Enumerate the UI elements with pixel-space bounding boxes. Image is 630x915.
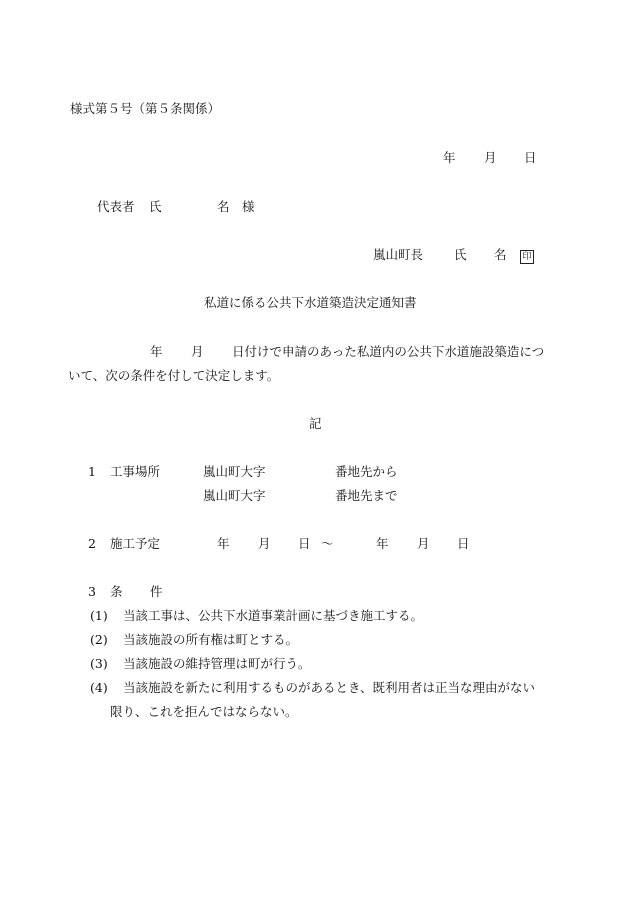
item2-end-day: 日 — [457, 536, 470, 551]
condition-3-number: (3) — [90, 656, 108, 671]
item2-number: 2 — [88, 536, 96, 551]
item1-to-town: 嵐山町大字 — [203, 488, 266, 503]
addressee-mei: 名 — [217, 199, 230, 214]
item2-end-year: 年 — [376, 536, 389, 551]
item2-start-year: 年 — [217, 536, 230, 551]
issuer-title: 嵐山町長 — [373, 247, 424, 262]
body-line1: 日付けで申請のあった私道内の公共下水道施設築造につ — [232, 344, 545, 359]
body-year-label: 年 — [150, 344, 163, 359]
body-line2: いて、次の条件を付して決定します。 — [68, 368, 280, 383]
ki-heading: 記 — [309, 416, 322, 431]
item2-start-day: 日 — [298, 536, 311, 551]
date-day-label: 日 — [524, 150, 537, 165]
seal-mark — [520, 247, 534, 264]
item1-from-suffix: 番地先から — [335, 464, 398, 479]
item1-number: 1 — [88, 464, 96, 479]
item2-start-month: 月 — [258, 536, 271, 551]
condition-2-number: (2) — [90, 632, 108, 647]
item2-tilde: ～ — [321, 536, 334, 551]
addressee-sama: 様 — [242, 199, 255, 214]
item1-to-suffix: 番地先まで — [335, 488, 398, 503]
document-title: 私道に係る公共下水道築造決定通知書 — [204, 295, 417, 310]
body-month-label: 月 — [191, 344, 204, 359]
seal-mark-label: 印 — [520, 250, 534, 264]
item3-label-a: 条 — [110, 584, 123, 599]
issuer-shi: 氏 — [454, 247, 467, 262]
addressee-title: 代表者 — [97, 199, 135, 214]
item3-number: 3 — [88, 584, 96, 599]
issuer-mei: 名 — [494, 247, 507, 262]
date-month-label: 月 — [484, 150, 497, 165]
condition-4-text: 当該施設を新たに利用するものがあるとき、既利用者は正当な理由がない — [123, 680, 536, 695]
item2-end-month: 月 — [417, 536, 430, 551]
form-number: 様式第５号（第５条関係） — [70, 101, 221, 116]
condition-1-number: (1) — [90, 608, 108, 623]
condition-2-text: 当該施設の所有権は町とする。 — [123, 632, 299, 647]
item1-from-town: 嵐山町大字 — [203, 464, 266, 479]
item1-label: 工事場所 — [110, 464, 161, 479]
item2-label: 施工予定 — [110, 536, 161, 551]
condition-1-text: 当該工事は、公共下水道事業計画に基づき施工する。 — [123, 608, 424, 623]
condition-4-number: (4) — [90, 680, 108, 695]
item3-label-b: 件 — [150, 584, 163, 599]
condition-3-text: 当該施設の維持管理は町が行う。 — [123, 656, 311, 671]
date-year-label: 年 — [443, 150, 456, 165]
addressee-shi: 氏 — [149, 199, 162, 214]
condition-4-text-cont: 限り、これを拒んではならない。 — [110, 704, 298, 719]
